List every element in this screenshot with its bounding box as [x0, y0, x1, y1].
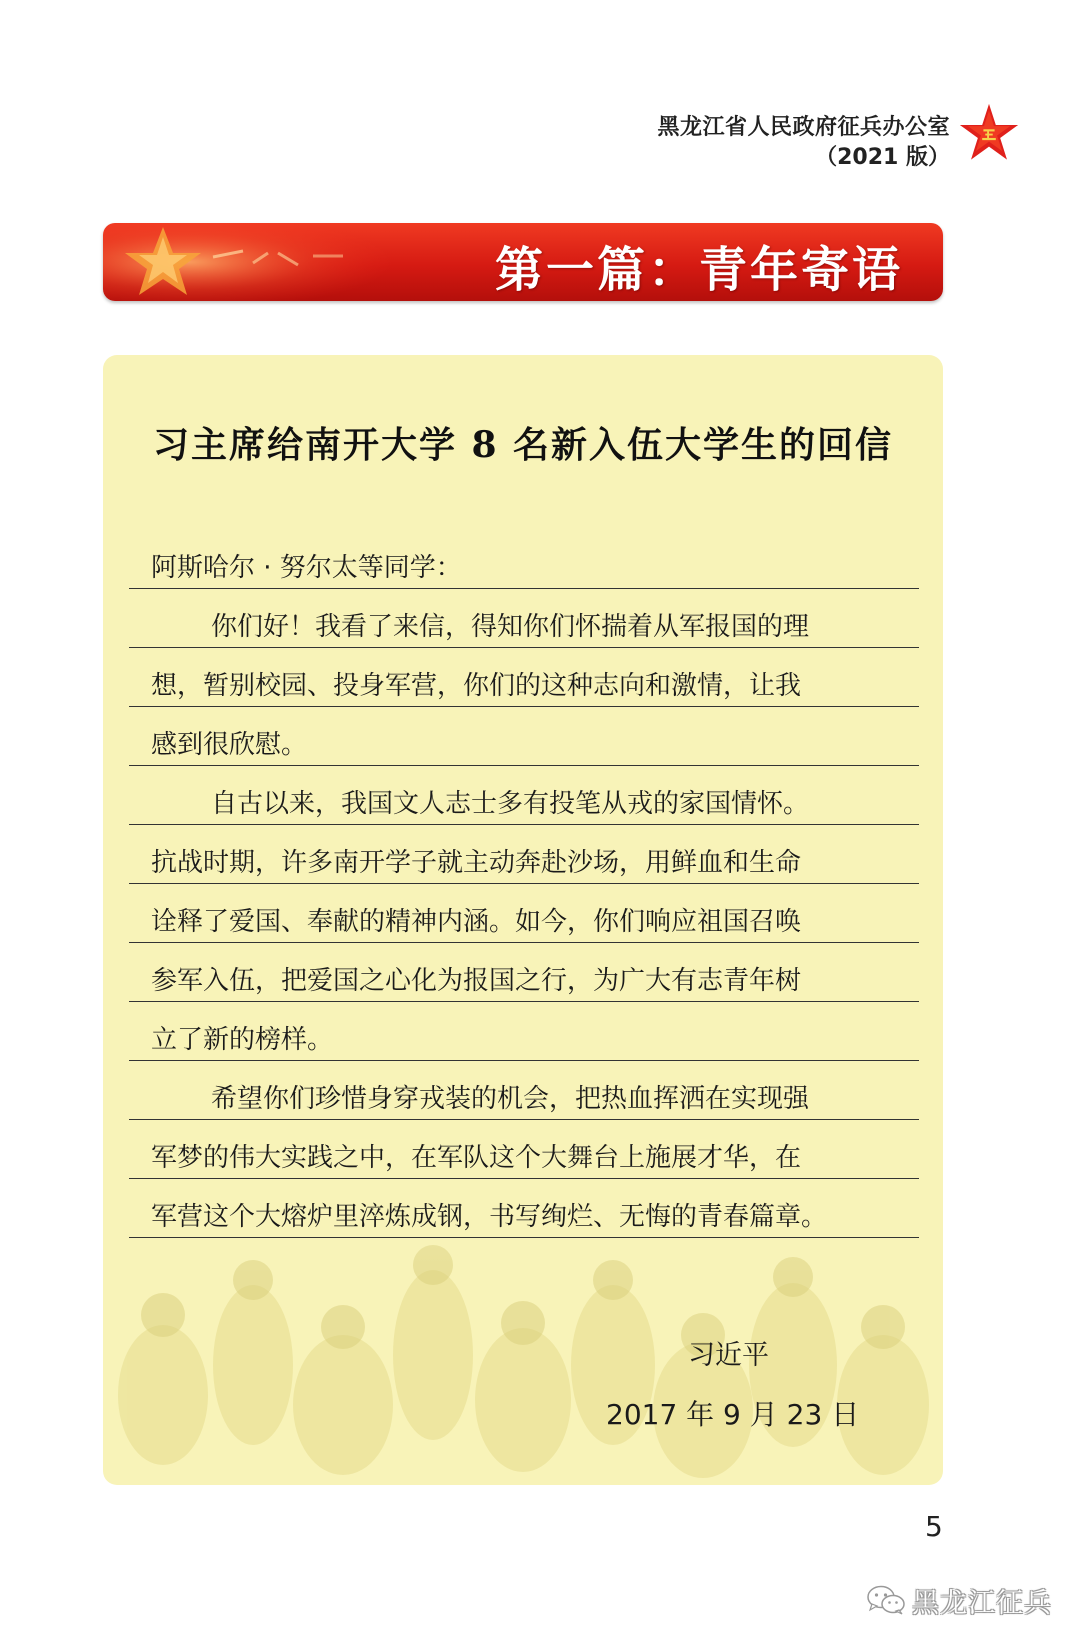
watermark-text: 黑龙江征兵 — [912, 1587, 1052, 1619]
letter-body — [129, 530, 919, 1238]
header-edition: （2021 版） — [815, 145, 950, 170]
page-header — [520, 108, 1020, 178]
letter-line — [129, 884, 919, 943]
red-star-emblem-icon — [958, 102, 1020, 164]
letter-line-text: 抗战时期，许多南开学子就主动奔赴沙场，用鲜血和生命 — [151, 848, 802, 878]
letter-panel — [103, 355, 943, 1485]
letter-line-text: 军梦的伟大实践之中，在军队这个大舞台上施展才华，在 — [151, 1143, 802, 1173]
letter-title: 习主席给南开大学 8 名新入伍大学生的回信 — [152, 424, 894, 466]
chapter-banner — [103, 223, 943, 301]
letter-date: 2017 年 9 月 23 日 — [606, 1398, 860, 1431]
letter-line-text: 想，暂别校园、投身军营，你们的这种志向和激情，让我 — [151, 671, 802, 701]
letter-line-text: 立了新的榜样。 — [151, 1025, 334, 1055]
red-star-emblem-icon — [103, 223, 443, 301]
letter-line — [129, 943, 919, 1002]
letter-line-text: 希望你们珍惜身穿戎装的机会，把热血挥洒在实现强 — [211, 1084, 810, 1114]
page-number: 5 — [925, 1510, 943, 1543]
wechat-watermark — [866, 1580, 1052, 1620]
letter-line-text: 军营这个大熔炉里淬炼成钢，书写绚烂、无悔的青春篇章。 — [151, 1202, 828, 1232]
letter-line — [129, 1002, 919, 1061]
letter-line — [129, 707, 919, 766]
letter-line — [129, 530, 919, 589]
header-organization: 黑龙江省人民政府征兵办公室 — [657, 115, 950, 140]
letter-line-text: 诠释了爱国、奉献的精神内涵。如今，你们响应祖国召唤 — [151, 907, 802, 937]
wechat-icon — [866, 1584, 906, 1616]
letter-signature: 习近平 — [688, 1340, 769, 1371]
letter-line — [129, 1061, 919, 1120]
letter-line-text: 你们好！我看了来信，得知你们怀揣着从军报国的理 — [211, 612, 810, 642]
letter-line — [129, 766, 919, 825]
chapter-title: 第一篇：青年寄语 — [494, 242, 903, 298]
letter-line-text: 自古以来，我国文人志士多有投笔从戎的家国情怀。 — [211, 789, 810, 819]
letter-line-text: 参军入伍，把爱国之心化为报国之行，为广大有志青年树 — [151, 966, 802, 996]
letter-line — [129, 1179, 919, 1238]
letter-line-text: 阿斯哈尔 · 努尔太等同学： — [151, 553, 462, 583]
letter-line — [129, 825, 919, 884]
letter-line — [129, 1120, 919, 1179]
letter-line-text: 感到很欣慰。 — [151, 730, 308, 760]
letter-line — [129, 589, 919, 648]
letter-line — [129, 648, 919, 707]
